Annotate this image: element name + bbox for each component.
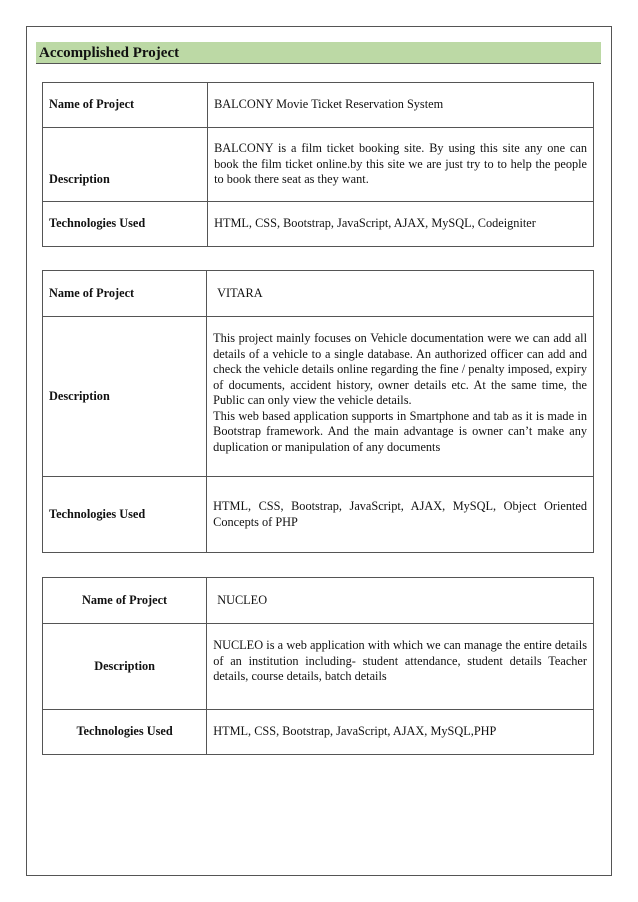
project-name-row: [43, 578, 594, 624]
project-name-row: [43, 271, 594, 317]
project-name-value: NUCLEO: [207, 578, 594, 624]
project-description-value: [208, 128, 594, 202]
project-technologies-label: Technologies Used: [43, 202, 208, 247]
project-technologies-label: Technologies Used: [43, 710, 207, 755]
project-description-label: Description: [43, 317, 207, 477]
project-description-value: [207, 624, 594, 710]
project-table: [42, 82, 594, 247]
project-technologies-label: Technologies Used: [43, 477, 207, 553]
project-description-row: [43, 128, 594, 202]
project-description-label: Description: [43, 624, 207, 710]
project-technologies-value: HTML, CSS, Bootstrap, JavaScript, AJAX, MySQL,PHP: [207, 710, 594, 755]
description-paragraph: This web based application supports in Smartphone and tab as it is made in Bootstrap framework. And the main advantage is owner can’t make any duplication or manipulation of any documents: [213, 408, 587, 454]
project-table: [42, 270, 600, 553]
project-technologies-value: HTML, CSS, Bootstrap, JavaScript, AJAX, MySQL, Object Oriented Concepts of PHP: [207, 477, 594, 553]
project-name-label: Name of Project: [43, 578, 207, 624]
project-technologies-value: HTML, CSS, Bootstrap, JavaScript, AJAX, MySQL, Codeigniter: [208, 202, 594, 247]
project-description-row: [43, 317, 594, 477]
project-name-value: VITARA: [207, 271, 594, 317]
project-name-label: Name of Project: [43, 83, 208, 128]
project-description-value: [207, 317, 600, 477]
description-paragraph: This project mainly focuses on Vehicle documentation were we can add all details of a vehicle to a single database. An authorized officer can add and check the vehicle details online regarding the fine / penalty imposed, expiry of documents, accident history, owner details etc. At the same time, the Public can only view the vehicle details.: [213, 331, 600, 407]
section-heading: Accomplished Project: [36, 42, 601, 64]
description-paragraph: NUCLEO is a web application with which we can manage the entire details of an institution including- student attendance, student details Teacher details, course details, batch details: [213, 638, 587, 683]
description-paragraph: BALCONY is a film ticket booking site. By using this site any one can book the film ticket online.by this site we are just try to to help the people to book there seat as they want.: [214, 141, 587, 187]
project-technologies-row: [43, 477, 594, 553]
project-description-row: [43, 624, 594, 710]
project-technologies-row: [43, 710, 594, 755]
project-name-label: Name of Project: [43, 271, 207, 317]
project-technologies-row: [43, 202, 594, 247]
project-name-value: BALCONY Movie Ticket Reservation System: [208, 83, 594, 128]
project-table: [42, 577, 594, 755]
project-name-row: [43, 83, 594, 128]
project-description-label: Description: [43, 128, 208, 202]
